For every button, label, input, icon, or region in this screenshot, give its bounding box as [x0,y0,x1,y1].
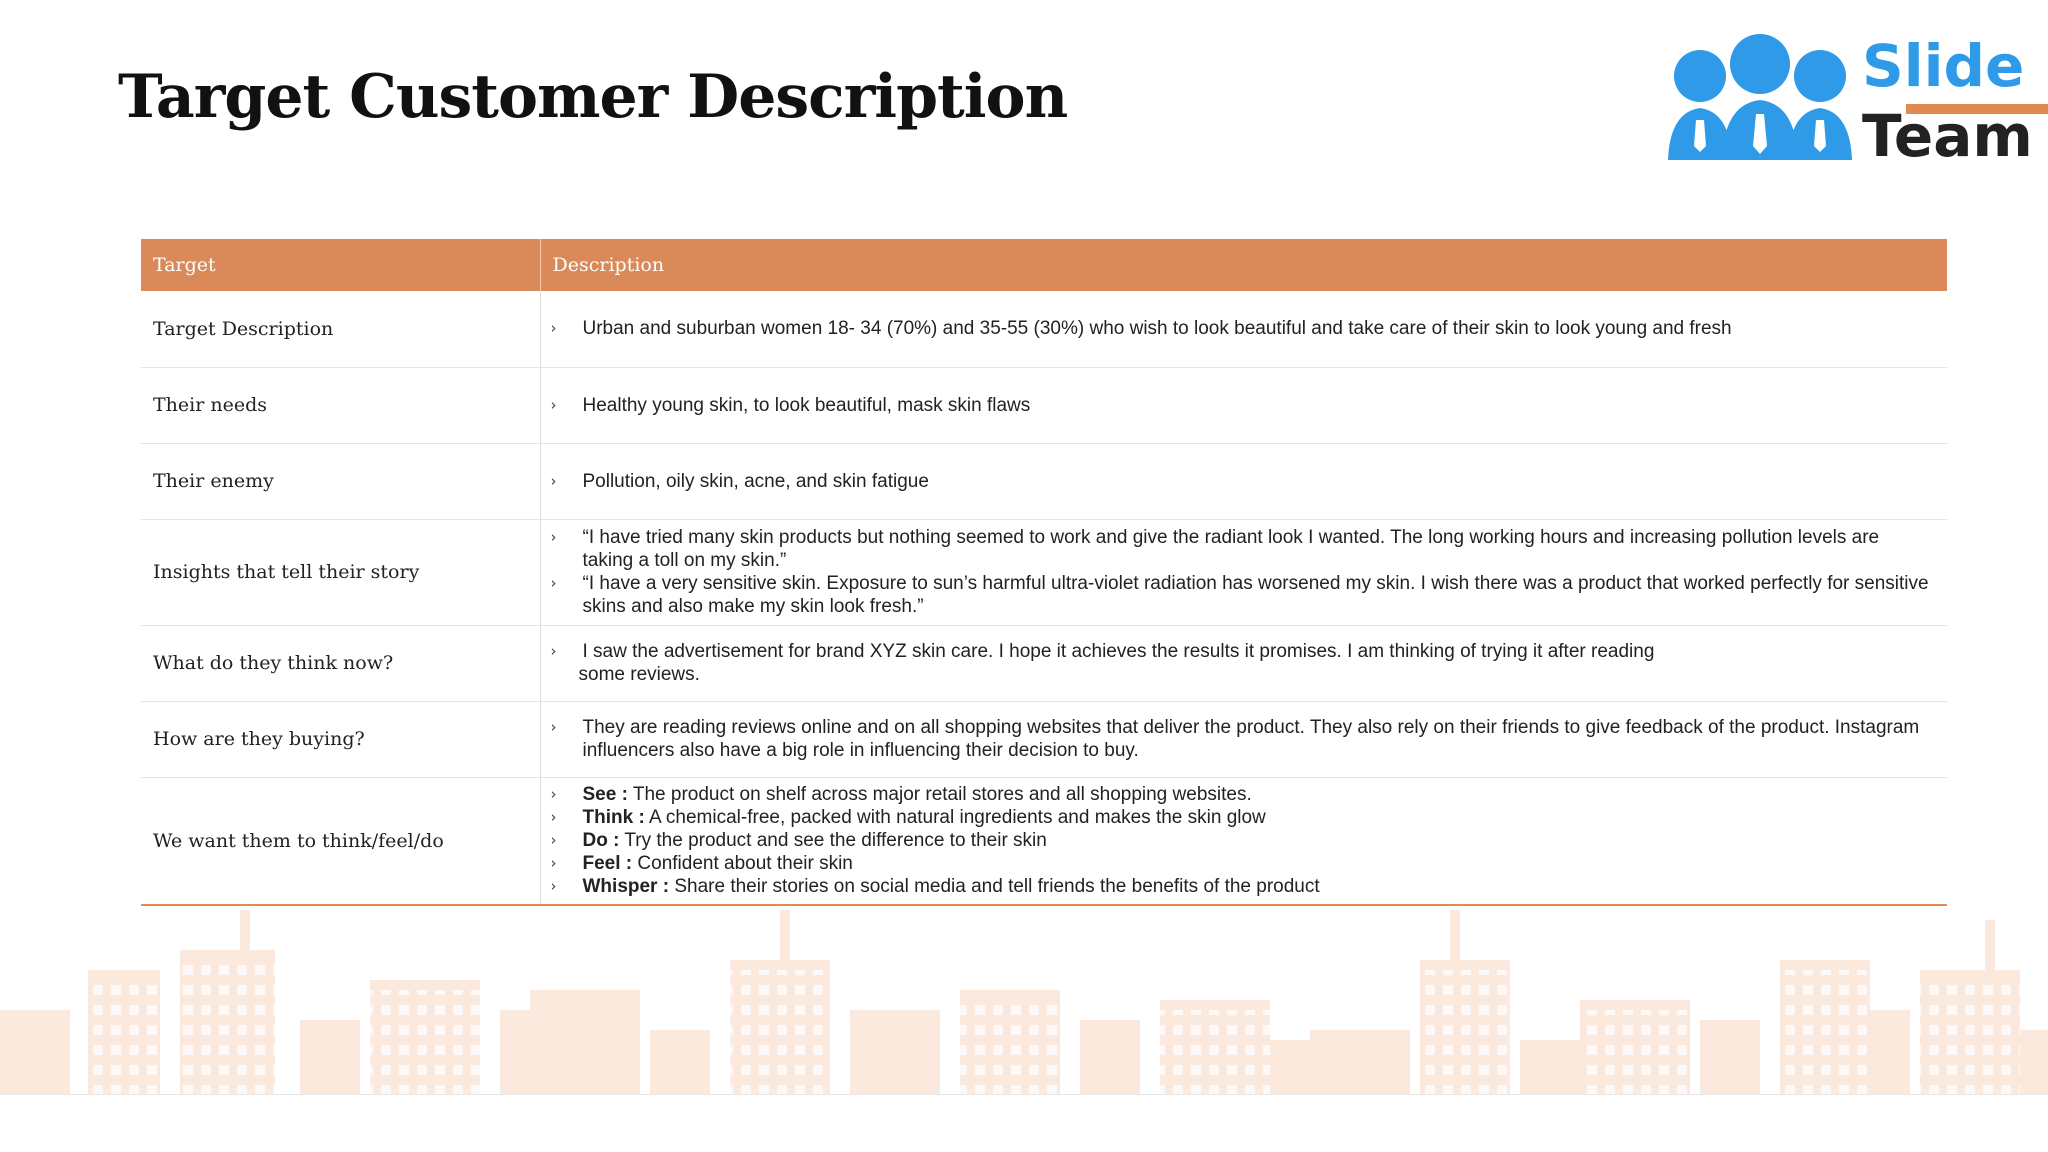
table-row [141,291,1947,367]
table-row [141,519,1947,625]
chevron-right-icon: › [550,854,557,873]
row-description [540,701,1947,777]
table-row [141,625,1947,701]
row-description [540,625,1947,701]
chevron-right-icon: › [550,877,557,896]
bullet-item: › Think : A chemical-free, packed with natural ingredients and makes the skin glow [550,807,1266,829]
row-label: Their needs [141,367,540,443]
row-description [540,367,1947,443]
page-title: Target Customer Description [118,62,1068,132]
bullet-item: › See : The product on shelf across major retail stores and all shopping websites. [550,784,1252,806]
row-label: We want them to think/feel/do [141,777,540,905]
bullet-item: › They are reading reviews online and on all shopping websites that deliver the product. They also rely on their friends to give feedback of the product. Instagram influencers also have a big role in influencing their decision to buy. [550,717,1920,761]
row-label: Insights that tell their story [141,519,540,625]
row-label: Their enemy [141,443,540,519]
bullet-item: › Feel : Confident about their skin [550,853,853,875]
chevron-right-icon: › [550,528,557,546]
people-icon [1660,28,1860,168]
chevron-right-icon: › [550,785,557,804]
table-row [141,443,1947,519]
row-label: Target Description [141,291,540,367]
bullet-continuation: some reviews. [578,664,700,685]
chevron-right-icon: › [550,642,557,660]
chevron-right-icon: › [550,319,557,338]
bullet-item: › “I have a very sensitive skin. Exposure to sun’s harmful ultra-violet radiation has worsened my skin. I wish there was a product that worked perfectly for sensitive skins and also make my skin look fresh.” [550,573,1929,617]
bullet-item: › “I have tried many skin products but nothing seemed to work and give the radiant look I wanted. The long working hours and increasing pollution levels are taking a toll on my skin.” [550,527,1880,571]
row-description [540,291,1947,367]
row-description [540,777,1947,905]
table-row [141,777,1947,905]
chevron-right-icon: › [550,831,557,850]
logo-text-slide: Slide [1862,32,2025,100]
chevron-right-icon: › [550,395,557,414]
chevron-right-icon: › [550,718,557,736]
table-row [141,367,1947,443]
header-target: Target [141,239,540,291]
bullet-item: › Urban and suburban women 18- 34 (70%) and 35-55 (30%) who wish to look beautiful and take care of their skin to look young and fresh [550,318,1732,340]
customer-description-table [141,239,1947,906]
row-label: What do they think now? [141,625,540,701]
city-skyline-decoration [0,900,2048,1095]
table-header-row [141,239,1947,291]
row-description [540,519,1947,625]
row-label: How are they buying? [141,701,540,777]
slideteam-logo [1660,28,2048,168]
bullet-item: › Healthy young skin, to look beautiful, mask skin flaws [550,394,1031,416]
bullet-item: › Pollution, oily skin, acne, and skin fatigue [550,470,929,492]
logo-text-team: Team [1862,102,2033,170]
chevron-right-icon: › [550,471,557,490]
bullet-item: › Do : Try the product and see the difference to their skin [550,830,1047,852]
chevron-right-icon: › [550,808,557,827]
row-description [540,443,1947,519]
chevron-right-icon: › [550,574,557,592]
bullet-item: › I saw the advertisement for brand XYZ skin care. I hope it achieves the results it promises. I am thinking of trying it after reading [550,641,1655,662]
table-row [141,701,1947,777]
footer-divider [0,1094,2048,1095]
bullet-item: › Whisper : Share their stories on social media and tell friends the benefits of the product [550,876,1320,898]
header-description: Description [540,239,1947,291]
